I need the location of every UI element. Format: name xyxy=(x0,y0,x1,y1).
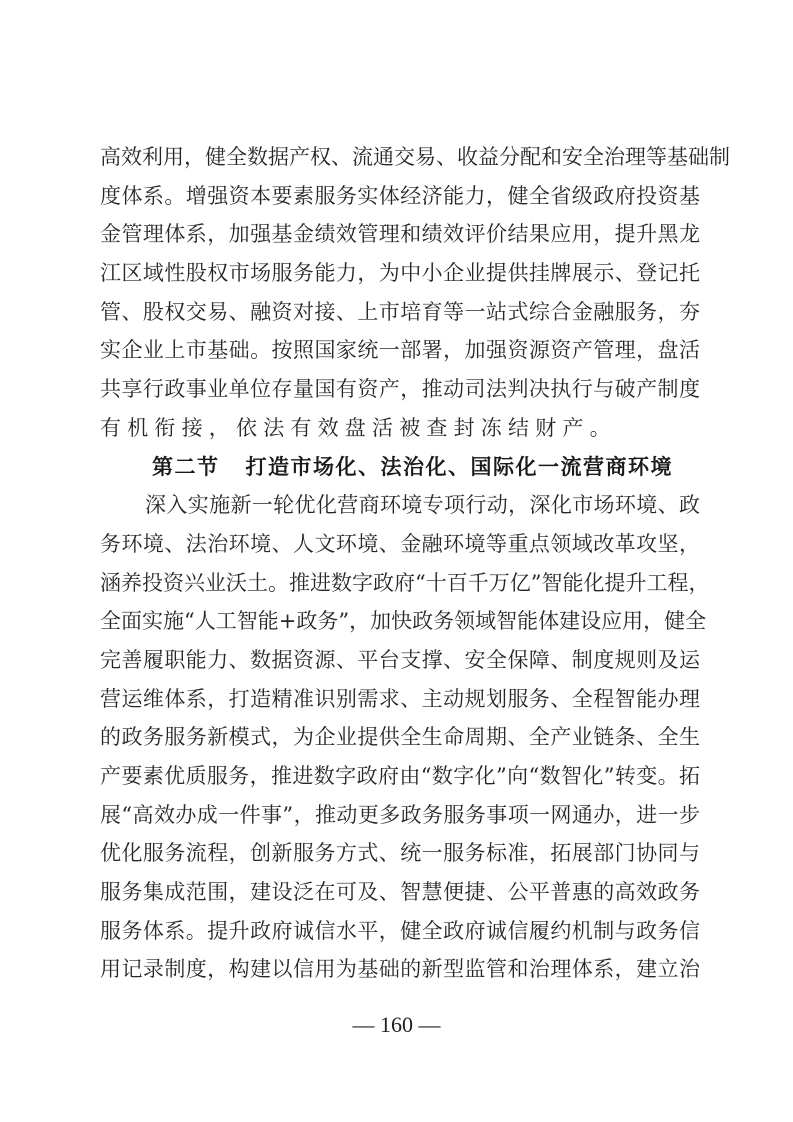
page-number: — 160 — xyxy=(352,1012,441,1037)
text-line: 优化服务流程，创新服务方式、统一服务标准，拓展部门协同与 xyxy=(100,841,700,866)
text-line: 的政务服务新模式，为企业提供全生命周期、全产业链条、全生 xyxy=(100,725,700,750)
text-line: 深入实施新一轮优化营商环境专项行动，深化市场环境、政 xyxy=(145,493,700,518)
text-line: 营运维体系，打造精准识别需求、主动规划服务、全程智能办理 xyxy=(100,686,700,711)
text-line: 完善履职能力、数据资源、平台支撑、安全保障、制度规则及运 xyxy=(100,647,700,672)
text-line: 展“高效办成一件事”，推动更多政务服务事项一网通办，进一步 xyxy=(100,802,700,827)
text-line: 务环境、法治环境、人文环境、金融环境等重点领域改革攻坚， xyxy=(100,531,700,556)
text-line: 产要素优质服务，推进数字政府由“数字化”向“数智化”转变。拓 xyxy=(100,764,700,788)
text-line: 服务集成范围，建设泛在可及、智慧便捷、公平普惠的高效政务 xyxy=(100,880,700,905)
section-heading xyxy=(100,448,700,487)
text-line: 全面实施“人工智能+政务”，加快政务领域智能体建设应用，健全 xyxy=(100,609,707,634)
section-title: 打造市场化、法治化、国际化一流营商环境 xyxy=(245,453,673,479)
text-line: 共享行政事业单位存量国有资产，推动司法判决执行与破产制度 xyxy=(100,377,700,402)
text-line: 高效利用，健全数据产权、流通交易、收益分配和安全治理等基础制 xyxy=(100,145,730,169)
text-line: 度体系。增强资本要素服务实体经济能力，健全省级政府投资基 xyxy=(100,183,700,208)
text-line: 服务体系。提升政府诚信水平，健全政府诚信履约机制与政务信 xyxy=(100,918,700,943)
text-line: 管、股权交易、融资对接、上市培育等一站式综合金融服务，夯 xyxy=(100,299,700,324)
section-number: 第二节 xyxy=(152,453,220,479)
text-line: 实企业上市基础。按照国家统一部署，加强资源资产管理，盘活 xyxy=(100,338,700,363)
text-line: 有机衔接，依法有效盘活被查封冻结财产。 xyxy=(100,415,617,440)
document-body xyxy=(100,138,730,989)
text-line: 用记录制度，构建以信用为基础的新型监管和治理体系，建立治 xyxy=(100,957,700,982)
text-line: 金管理体系，加强基金绩效管理和绩效评价结果应用，提升黑龙 xyxy=(100,222,700,247)
text-line: 江区域性股权市场服务能力，为中小企业提供挂牌展示、登记托 xyxy=(100,261,700,286)
text-line: 涵养投资兴业沃土。推进数字政府“十百千万亿”智能化提升工程， xyxy=(100,570,710,595)
